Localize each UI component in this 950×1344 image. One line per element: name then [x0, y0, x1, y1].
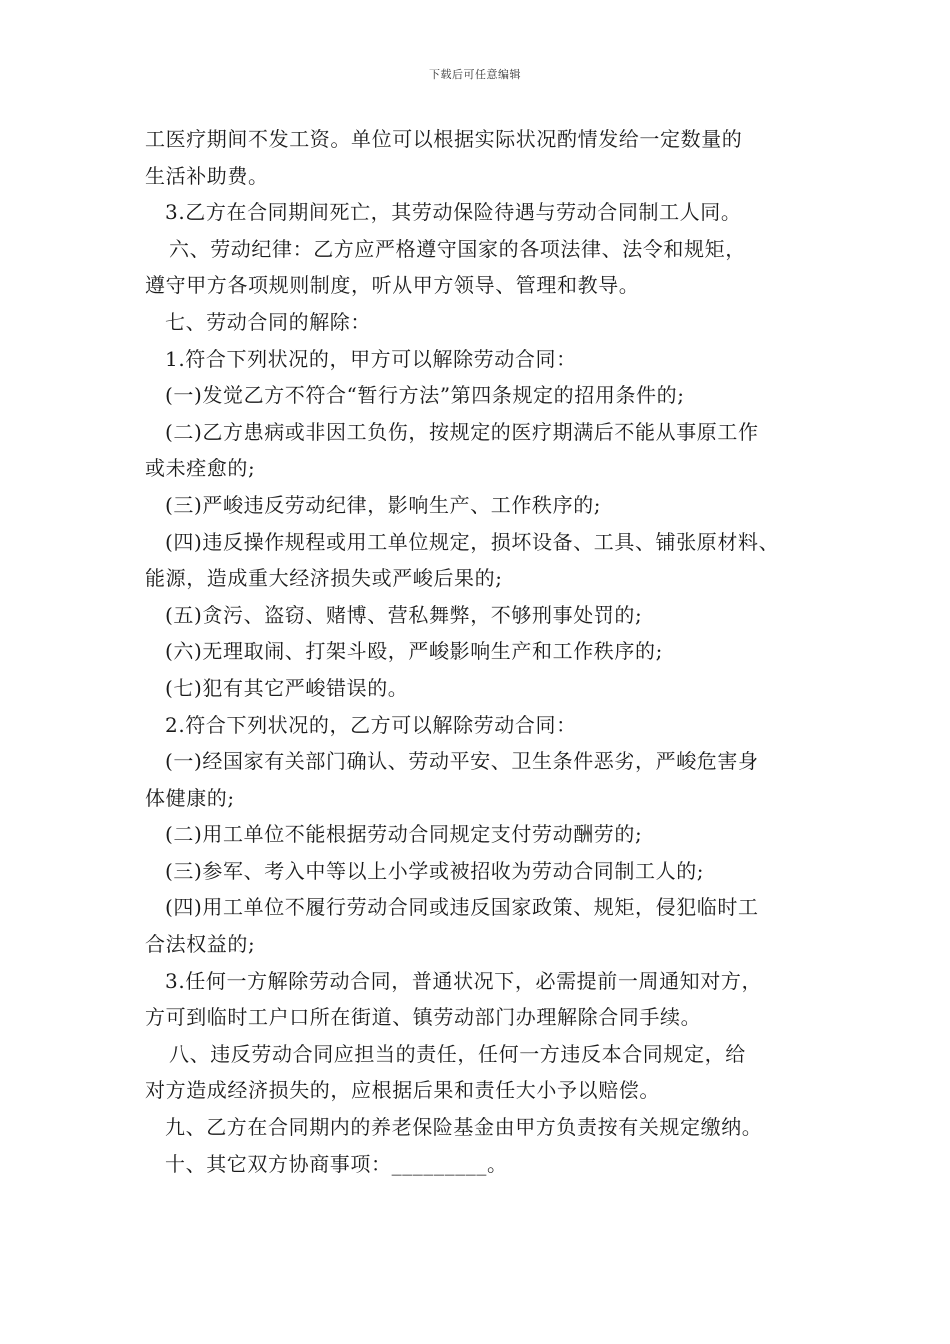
other-matters-end: 。 — [487, 1151, 508, 1176]
list-item: (五)贪污、盗窃、赌博、营私舞弊，不够刑事处罚的; — [165, 602, 643, 627]
paragraph-line: 能源，造成重大经济损失或严峻后果的; — [145, 566, 503, 591]
other-matters-blank: _________ — [391, 1151, 488, 1176]
paragraph-line: 方可到临时工户口所在街道、镇劳动部门办理解除合同手续。 — [145, 1005, 702, 1030]
paragraph-line: 3.任何一方解除劳动合同，普通状况下，必需提前一周通知对方， — [165, 968, 763, 993]
paragraph-line: 1.符合下列状况的，甲方可以解除劳动合同： — [165, 346, 577, 371]
paragraph-line: 3.乙方在合同期间死亡，其劳动保险待遇与劳动合同制工人同。 — [165, 200, 742, 225]
paragraph-line: 体健康的; — [145, 785, 235, 810]
list-item: (三)严峻违反劳动纪律，影响生产、工作秩序的; — [165, 492, 602, 517]
section-heading-10 — [145, 1146, 810, 1183]
list-item: (二)用工单位不能根据劳动合同规定支付劳动酬劳的; — [165, 822, 643, 847]
list-item: (一)发觉乙方不符合“暂行方法”第四条规定的招用条件的; — [165, 383, 685, 408]
list-item: (七)犯有其它严峻错误的。 — [165, 675, 409, 700]
section-heading-7: 七、劳动合同的解除： — [165, 309, 371, 334]
paragraph-line: 2.符合下列状况的，乙方可以解除劳动合同： — [165, 712, 577, 737]
section-heading-9: 九、乙方在合同期内的养老保险基金由甲方负责按有关规定缴纳。 — [165, 1115, 763, 1140]
list-item: (二)乙方患病或非因工负伤，按规定的医疗期满后不能从事原工作 — [165, 419, 759, 444]
list-item: (一)经国家有关部门确认、劳动平安、卫生条件恶劣，严峻危害身 — [165, 749, 759, 774]
other-matters-label: 十、其它双方协商事项： — [165, 1151, 392, 1176]
paragraph-line: 或未痊愈的; — [145, 456, 256, 481]
paragraph-line: 合法权益的; — [145, 932, 256, 957]
page-header-note: 下载后可任意编辑 — [429, 68, 521, 81]
section-heading-8: 八、违反劳动合同应担当的责任，任何一方违反本合同规定，给 — [169, 1041, 746, 1066]
list-item: (三)参军、考入中等以上小学或被招收为劳动合同制工人的; — [165, 858, 705, 883]
list-item: (四)违反操作规程或用工单位规定，损坏设备、工具、铺张原材料、 — [165, 529, 780, 554]
contract-body — [145, 121, 810, 1182]
paragraph-line: 工医疗期间不发工资。单位可以根据实际状况酌情发给一定数量的 — [145, 127, 743, 151]
paragraph-line: 生活补助费。 — [145, 163, 269, 188]
paragraph-line: 遵守甲方各项规则制度，听从甲方领导、管理和教导。 — [145, 273, 640, 298]
paragraph-line: 对方造成经济损失的，应根据后果和责任大小予以赔偿。 — [145, 1078, 660, 1103]
section-heading-6: 六、劳动纪律：乙方应严格遵守国家的各项法律、法令和规矩， — [169, 236, 746, 261]
list-item: (四)用工单位不履行劳动合同或违反国家政策、规矩，侵犯临时工 — [165, 895, 759, 920]
list-item: (六)无理取闹、打架斗殴，严峻影响生产和工作秩序的; — [165, 639, 663, 664]
